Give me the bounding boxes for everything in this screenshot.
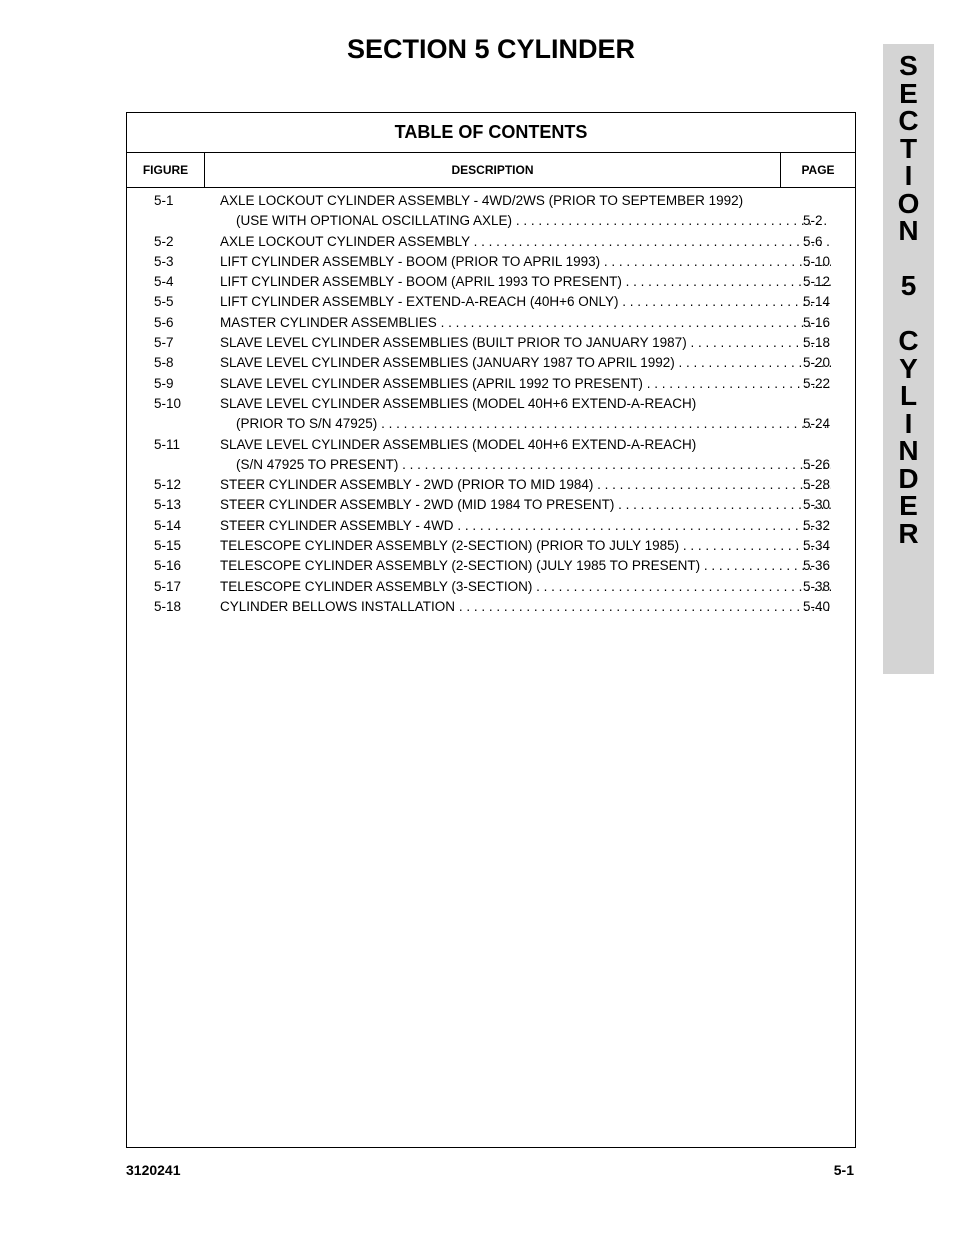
toc-figure-number: 5-6 <box>154 314 174 330</box>
page-title: SECTION 5 CYLINDER <box>346 34 636 64</box>
toc-page-number: 5-40 <box>803 598 831 614</box>
toc-entry-line <box>127 333 855 353</box>
toc-entry-line <box>127 435 855 455</box>
toc-page-number: 5-12 <box>803 274 831 290</box>
toc-figure-number: 5-13 <box>154 497 182 513</box>
section-side-tab <box>883 44 934 674</box>
toc-entry <box>127 191 855 232</box>
side-tab-letter: D <box>898 462 919 494</box>
column-header-page: PAGE <box>801 163 835 177</box>
toc-page-number: 5-14 <box>803 294 831 310</box>
toc-entry <box>127 577 855 597</box>
toc-entry-line <box>127 495 855 515</box>
toc-entry-line <box>127 414 855 434</box>
toc-entry <box>127 495 855 515</box>
side-tab-letter: E <box>899 490 918 521</box>
toc-page-number: 5-6 <box>803 233 823 249</box>
toc-description: LIFT CYLINDER ASSEMBLY - BOOM (APRIL 1993 TO PRESENT) . . . <box>220 272 831 292</box>
toc-entry <box>127 313 855 333</box>
toc-description: SLAVE LEVEL CYLINDER ASSEMBLIES (APRIL 1992 TO PRESENT) . . . <box>220 374 831 394</box>
side-tab-letter: R <box>898 517 919 549</box>
toc-figure-number: 5-15 <box>154 538 182 554</box>
toc-description: AXLE LOCKOUT CYLINDER ASSEMBLY - 4WD/2WS (PRIOR TO SEPTEMBER 1992) <box>220 193 744 208</box>
toc-page-number: 5-18 <box>803 335 831 351</box>
toc-entry-line <box>127 394 855 414</box>
column-header-figure: FIGURE <box>127 153 205 187</box>
toc-entry-line <box>127 191 855 211</box>
toc-entry-line <box>127 556 855 576</box>
toc-figure-number: 5-10 <box>154 395 182 411</box>
side-tab-letter <box>883 300 934 328</box>
toc-page-number: 5-36 <box>803 558 831 574</box>
toc-entry-line <box>127 374 855 394</box>
toc-page-number: 5-26 <box>803 456 831 472</box>
toc-entry-line <box>127 252 855 272</box>
toc-column-headers <box>127 153 855 188</box>
toc-figure-number: 5-9 <box>154 375 174 391</box>
toc-description: STEER CYLINDER ASSEMBLY - 4WD . . . <box>220 516 831 536</box>
toc-figure-number: 5-18 <box>154 598 182 614</box>
side-tab-letter: Y <box>899 352 918 384</box>
toc-figure-number: 5-3 <box>154 253 174 269</box>
toc-page-number: 5-30 <box>803 497 831 513</box>
toc-entry-line <box>127 516 855 536</box>
side-tab-letter: N <box>898 435 919 466</box>
toc-entry-line <box>127 313 855 333</box>
toc-description: SLAVE LEVEL CYLINDER ASSEMBLIES (BUILT PRIOR TO JANUARY 1987) . . . <box>220 333 831 353</box>
toc-entry <box>127 536 855 556</box>
toc-figure-number: 5-16 <box>154 558 182 574</box>
side-tab-letter: I <box>904 160 913 191</box>
side-tab-letters <box>883 52 934 547</box>
side-tab-letter <box>883 245 934 273</box>
toc-entries <box>127 191 855 617</box>
toc-entry <box>127 333 855 353</box>
side-tab-letter: T <box>899 132 918 164</box>
toc-page-number: 5-22 <box>803 375 831 391</box>
toc-entry <box>127 435 855 476</box>
toc-figure-number: 5-4 <box>154 274 174 290</box>
toc-entry <box>127 232 855 252</box>
side-tab-letter: C <box>898 325 919 356</box>
side-tab-letter: 5 <box>900 270 917 301</box>
toc-description-continued: (S/N 47925 TO PRESENT) . . . <box>236 455 831 475</box>
toc-page-number: 5-10 <box>803 253 831 269</box>
toc-description-continued: (PRIOR TO S/N 47925) . . . <box>236 414 831 434</box>
toc-entry-line <box>127 577 855 597</box>
toc-entry <box>127 394 855 435</box>
toc-page-number: 5-16 <box>803 314 831 330</box>
toc-entry-line <box>127 353 855 373</box>
toc-page-number: 5-2 <box>803 213 823 229</box>
toc-description-continued: (USE WITH OPTIONAL OSCILLATING AXLE) . . . <box>236 211 831 231</box>
toc-entry <box>127 516 855 536</box>
toc-entry <box>127 374 855 394</box>
toc-figure-number: 5-5 <box>154 294 174 310</box>
toc-description: CYLINDER BELLOWS INSTALLATION . . . <box>220 597 831 617</box>
toc-figure-number: 5-8 <box>154 355 174 371</box>
toc-entry <box>127 597 855 617</box>
toc-description: TELESCOPE CYLINDER ASSEMBLY (2-SECTION) (JULY 1985 TO PRESENT) . . . <box>220 556 831 576</box>
toc-page-number: 5-28 <box>803 477 831 493</box>
toc-figure-number: 5-7 <box>154 335 174 351</box>
toc-description: TELESCOPE CYLINDER ASSEMBLY (2-SECTION) (PRIOR TO JULY 1985) . . . <box>220 536 831 556</box>
table-of-contents <box>126 112 856 1148</box>
toc-entry <box>127 252 855 272</box>
toc-entry-line <box>127 211 855 231</box>
toc-description: AXLE LOCKOUT CYLINDER ASSEMBLY . . . <box>220 232 831 252</box>
toc-heading: TABLE OF CONTENTS <box>127 113 855 153</box>
toc-description: STEER CYLINDER ASSEMBLY - 2WD (PRIOR TO MID 1984) . . . <box>220 475 831 495</box>
toc-description: LIFT CYLINDER ASSEMBLY - EXTEND-A-REACH (40H+6 ONLY) . . . <box>220 292 831 312</box>
toc-figure-number: 5-17 <box>154 578 182 594</box>
toc-entry <box>127 475 855 495</box>
side-tab-letter: O <box>897 187 920 219</box>
side-tab-letter: C <box>898 105 919 136</box>
toc-entry <box>127 272 855 292</box>
toc-description: TELESCOPE CYLINDER ASSEMBLY (3-SECTION) . . . <box>220 577 831 597</box>
toc-entry-line <box>127 455 855 475</box>
toc-figure-number: 5-12 <box>154 477 182 493</box>
side-tab-letter: N <box>898 215 919 246</box>
side-tab-letter: E <box>899 77 918 109</box>
toc-entry <box>127 556 855 576</box>
toc-entry-line <box>127 292 855 312</box>
toc-entry <box>127 292 855 312</box>
column-header-description: DESCRIPTION <box>205 153 781 187</box>
toc-figure-number: 5-2 <box>154 233 174 249</box>
toc-entry-line <box>127 272 855 292</box>
toc-entry-line <box>127 232 855 252</box>
toc-description: STEER CYLINDER ASSEMBLY - 2WD (MID 1984 TO PRESENT) . . . <box>220 495 831 515</box>
toc-figure-number: 5-11 <box>154 436 181 452</box>
side-tab-letter: S <box>899 50 918 81</box>
side-tab-letter: I <box>904 407 913 439</box>
footer-page-number: 5-1 <box>833 1162 854 1178</box>
footer-doc-number: 3120241 <box>126 1162 181 1178</box>
toc-description: SLAVE LEVEL CYLINDER ASSEMBLIES (MODEL 40H+6 EXTEND-A-REACH) <box>220 395 697 411</box>
toc-entry <box>127 353 855 373</box>
toc-page-number: 5-38 <box>803 578 831 594</box>
toc-page-number: 5-24 <box>803 416 831 432</box>
toc-description: SLAVE LEVEL CYLINDER ASSEMBLIES (JANUARY 1987 TO APRIL 1992) . . . <box>220 353 831 373</box>
side-tab-letter: L <box>899 380 918 411</box>
toc-entry-line <box>127 597 855 617</box>
toc-description: MASTER CYLINDER ASSEMBLIES . . . <box>220 313 831 333</box>
toc-entry-line <box>127 475 855 495</box>
toc-page-number: 5-34 <box>803 538 831 554</box>
toc-figure-number: 5-1 <box>154 193 174 208</box>
toc-description: LIFT CYLINDER ASSEMBLY - BOOM (PRIOR TO APRIL 1993) . . . <box>220 252 831 272</box>
toc-figure-number: 5-14 <box>154 517 182 533</box>
toc-page-number: 5-32 <box>803 517 831 533</box>
toc-entry-line <box>127 536 855 556</box>
toc-page-number: 5-20 <box>803 355 831 371</box>
toc-description: SLAVE LEVEL CYLINDER ASSEMBLIES (MODEL 40H+6 EXTEND-A-REACH) <box>220 436 697 452</box>
